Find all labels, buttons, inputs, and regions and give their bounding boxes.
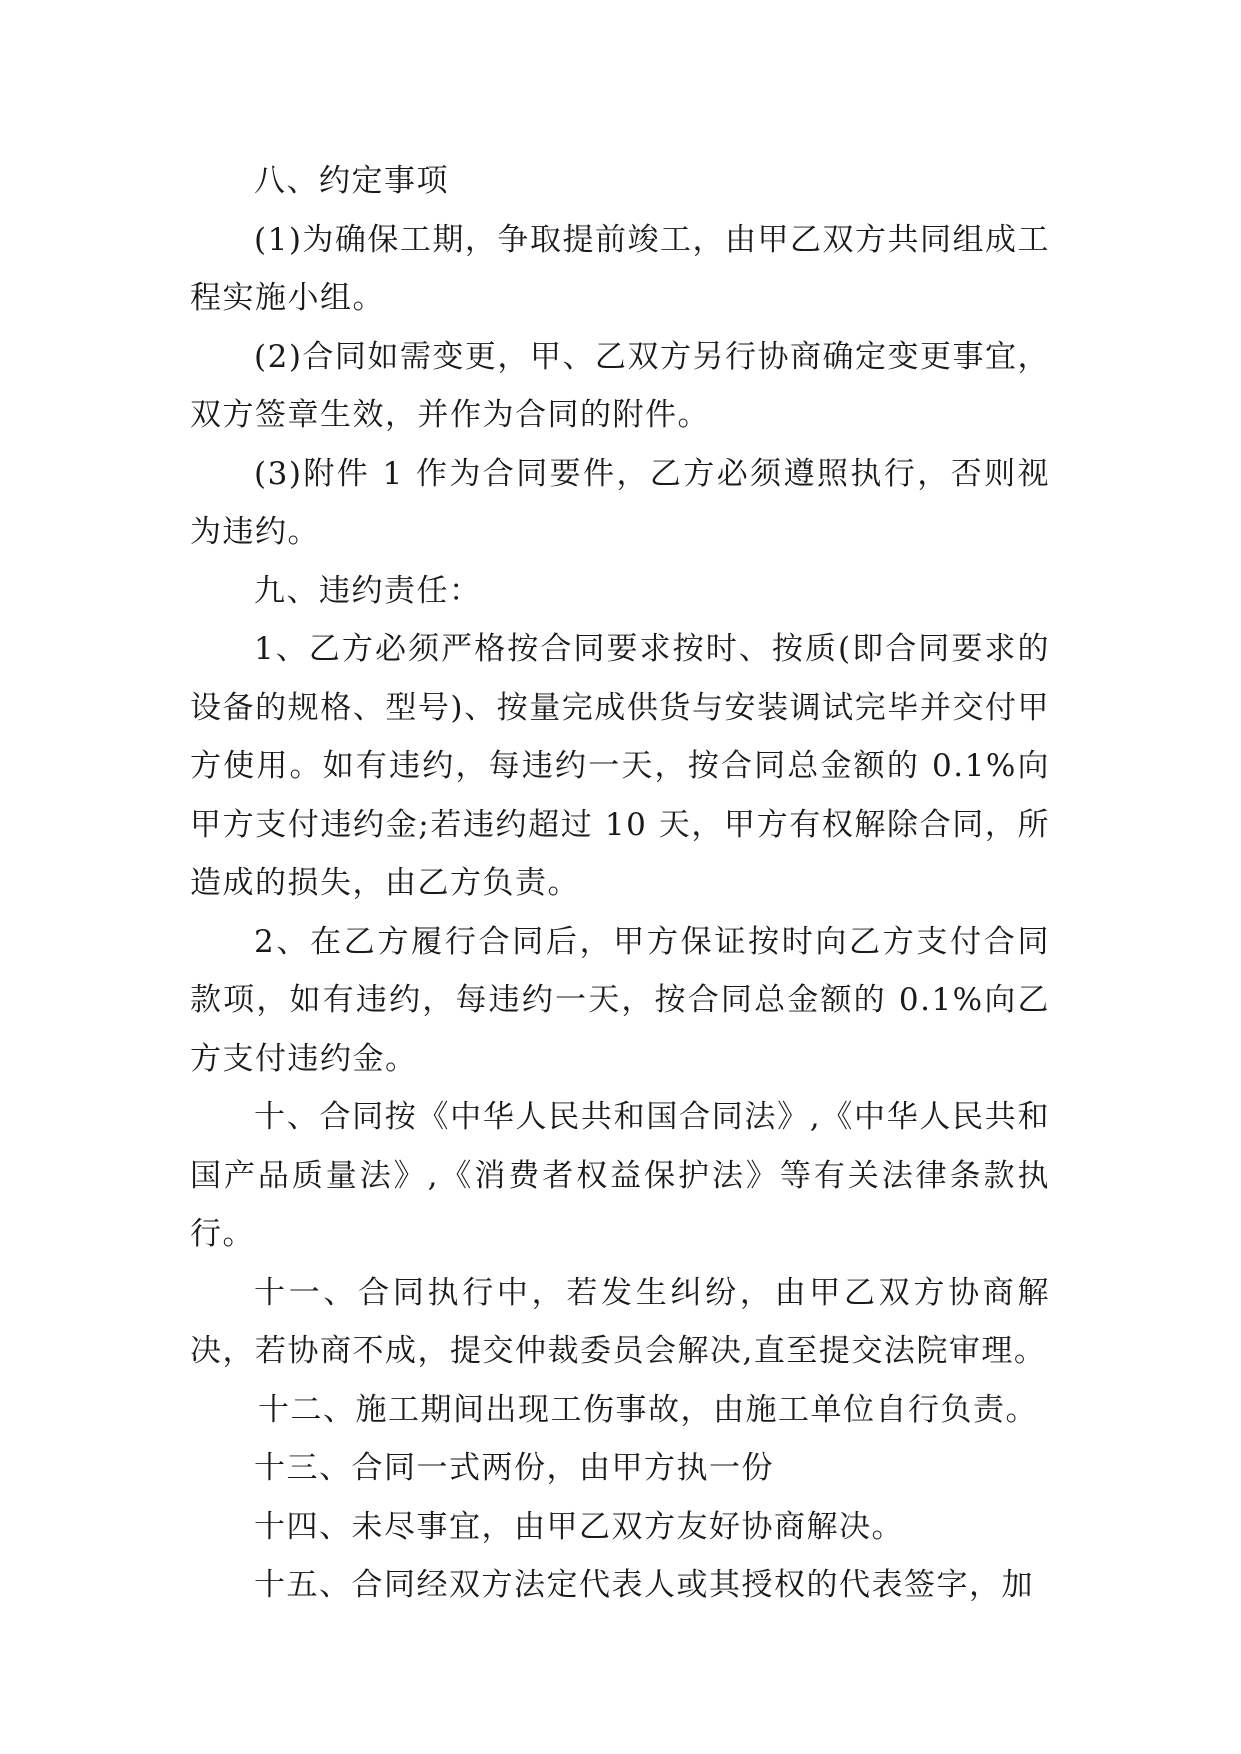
clause-3-attachment: (3)附件 1 作为合同要件，乙方必须遵照执行，否则视为违约。	[190, 455, 1050, 550]
section-heading-agreed-matters: 八、约定事项	[254, 163, 449, 199]
clause-1-schedule: (1)为确保工期，争取提前竣工，由甲乙双方共同组成工程实施小组。	[190, 221, 1050, 316]
clause-2-amendment: (2)合同如需变更，甲、乙双方另行协商确定变更事宜，双方签章生效，并作为合同的附件。	[190, 338, 1050, 433]
section-fifteen-signature: 十五、合同经双方法定代表人或其授权的代表签字，加	[254, 1567, 1034, 1603]
breach-clause-2: 2、在乙方履行合同后，甲方保证按时向乙方支付合同款项，如有违约，每违约一天，按合同总金额的 0.1%向乙方支付违约金。	[190, 923, 1050, 1077]
section-thirteen-copies: 十三、合同一式两份，由甲方执一份	[254, 1450, 774, 1486]
breach-clause-1: 1、乙方必须严格按合同要求按时、按质(即合同要求的设备的规格、型号)、按量完成供货与安装调试完毕并交付甲方使用。如有违约，每违约一天，按合同总金额的 0.1%向甲方支付违约金;若违约超过 10 天，甲方有权解除合同，所造成的损失，由乙方负责。	[190, 631, 1050, 901]
section-heading-breach-liability: 九、违约责任：	[254, 572, 482, 609]
document-body	[190, 152, 1050, 1615]
section-twelve-injury: 十二、施工期间出现工伤事故，由施工单位自行负责。	[258, 1391, 1038, 1428]
section-ten-applicable-law: 十、合同按《中华人民共和国合同法》,《中华人民共和国产品质量法》,《消费者权益保护法》等有关法律条款执行。	[190, 1099, 1050, 1252]
section-fourteen-other-matters: 十四、未尽事宜，由甲乙双方友好协商解决。	[254, 1508, 904, 1545]
section-eleven-disputes: 十一、合同执行中，若发生纠纷，由甲乙双方协商解决，若协商不成，提交仲裁委员会解决,直至提交法院审理。	[190, 1274, 1050, 1369]
